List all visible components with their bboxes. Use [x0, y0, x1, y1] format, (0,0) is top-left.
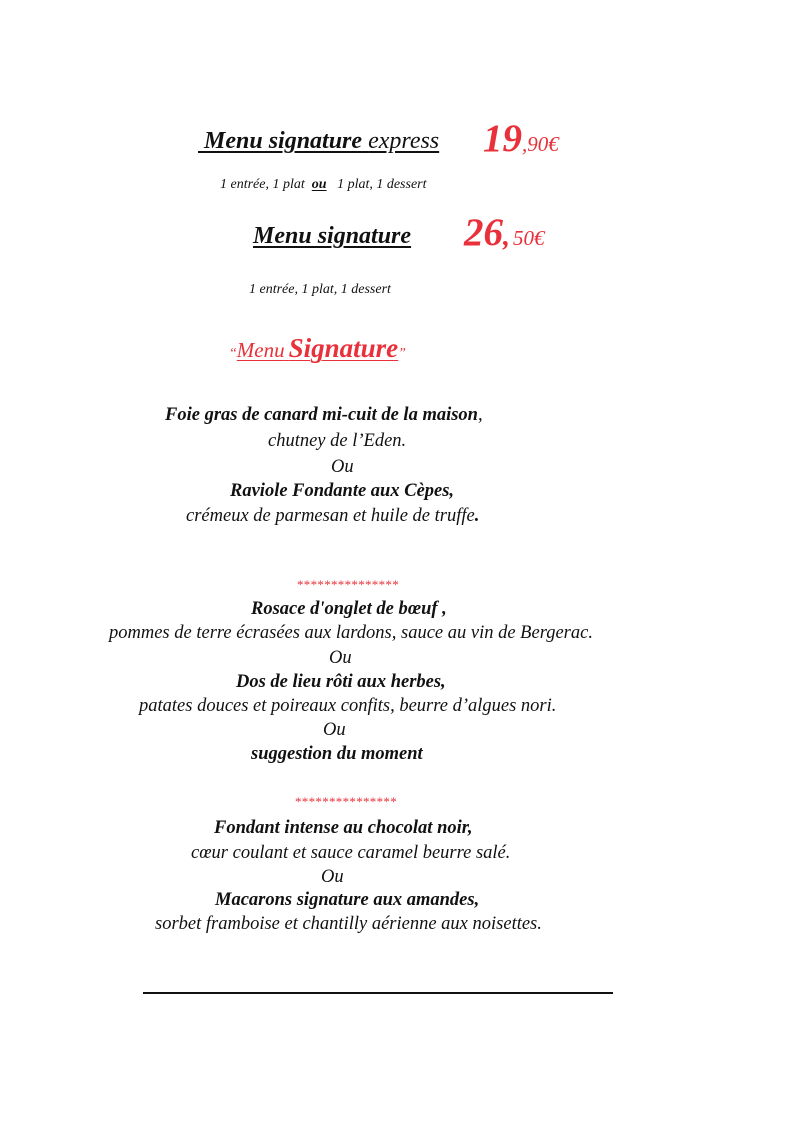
main-or-1: Ou	[329, 648, 352, 668]
starter-1-name-bold: Foie gras de canard mi-cuit de la maison	[165, 405, 478, 425]
express-detail-a: 1 entrée, 1 plat	[220, 177, 305, 192]
separator-stars-1: ***************	[297, 577, 399, 592]
main-2-name: Dos de lieu rôti aux herbes,	[236, 672, 446, 692]
dessert-2-name: Macarons signature aux amandes,	[215, 890, 480, 910]
starter-or: Ou	[331, 457, 354, 477]
express-price-cents: ,90€	[522, 132, 559, 156]
separator-stars-2: ***************	[295, 794, 397, 809]
main-or-2: Ou	[323, 720, 346, 740]
dessert-2-desc: sorbet framboise et chantilly aérienne aux noisettes.	[155, 914, 542, 934]
heading-word-signature: Signature	[288, 333, 399, 363]
signature-price	[464, 210, 545, 255]
express-price-main: 19	[483, 117, 522, 160]
dessert-1-desc: cœur coulant et sauce caramel beurre salé.	[191, 843, 511, 863]
express-title-underlined	[198, 128, 439, 154]
express-title	[198, 128, 439, 155]
main-2-desc: patates douces et poireaux confits, beurre d’algues nori.	[139, 696, 557, 716]
heading-open-quote: “	[229, 346, 237, 361]
dessert-1-name: Fondant intense au chocolat noir,	[214, 818, 473, 838]
starter-2-name: Raviole Fondante aux Cèpes,	[230, 481, 455, 501]
bottom-divider-line	[143, 992, 613, 994]
section-heading	[229, 333, 406, 364]
main-3-name: suggestion du moment	[251, 744, 423, 764]
main-1-desc: pommes de terre écrasées aux lardons, sauce au vin de Bergerac.	[109, 623, 593, 643]
dessert-or: Ou	[321, 867, 344, 887]
express-price	[483, 116, 559, 161]
signature-title: Menu signature	[253, 223, 412, 249]
express-detail-b: 1 plat, 1 dessert	[337, 177, 427, 192]
heading-close-quote: ”	[398, 346, 406, 361]
express-title-bold: Menu signature	[204, 128, 363, 154]
signature-detail: 1 entrée, 1 plat, 1 dessert	[249, 282, 391, 297]
starter-2-desc-period: .	[474, 506, 480, 526]
express-title-light: express	[368, 128, 440, 154]
express-detail	[220, 177, 427, 193]
starter-1-name	[165, 405, 483, 426]
signature-price-cents: 50€	[513, 226, 545, 250]
starter-2-desc	[186, 506, 479, 527]
signature-price-main: 26	[464, 211, 503, 254]
starter-1-desc: chutney de l’Eden.	[268, 431, 407, 451]
signature-price-comma: ,	[503, 221, 510, 252]
starter-2-desc-text: crémeux de parmesan et huile de truffe	[186, 506, 475, 526]
heading-word-menu: Menu	[236, 338, 285, 362]
starter-1-name-comma: ,	[477, 405, 483, 425]
main-1-name: Rosace d'onglet de bœuf ,	[251, 599, 447, 619]
express-detail-or: ou	[311, 177, 327, 192]
